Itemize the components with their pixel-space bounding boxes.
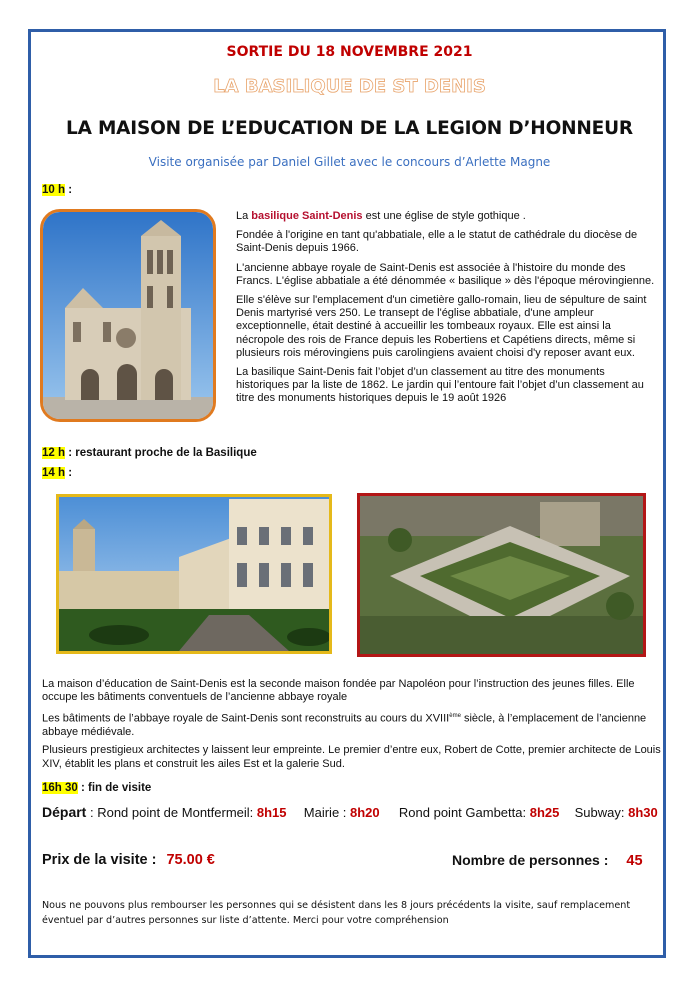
time-10h [42,184,72,196]
persons-label: Nombre de personnes : [452,852,609,868]
basilica-description [236,210,658,412]
departure-label: Départ [42,804,87,820]
departure-line [42,804,672,820]
intro-pre: La [236,210,252,222]
stop-3-name: Rond point Gambetta: [398,805,530,820]
intro-post: est une église de style gothique . [362,210,526,222]
maison-para-1: La maison d’éducation de Saint-Denis est la seconde maison fondée par Napoléon pour l’instruction des jeunes filles. Elle occupe les bâtiments conventuels de l’ancienne abbaye royale [42,678,635,704]
time-end [42,782,151,794]
century-superscript: ème [449,712,461,719]
lunch-text: : restaurant proche de la Basilique [65,447,257,459]
aerial-photo [357,493,646,657]
persons-value: 45 [626,853,643,869]
persons-block [452,852,643,869]
basilica-image [43,212,213,419]
basilica-intro [236,210,658,223]
time-10h-label: 10 h [42,184,66,196]
refund-notice: Nous ne pouvons plus rembourser les personnes qui se désistent dans les 8 jours précédents la visite, sauf remplacement éventuel par d’autres personnes sur liste d’attente. Merci pour votre compréhension [42,900,631,926]
stop-1-time: 8h15 [256,805,287,820]
stop-4-name: Subway: [574,805,629,820]
stop-4-time: 8h30 [628,805,658,820]
time-12h [42,447,257,459]
time-12h-label: 12 h [42,447,66,459]
stop-3-time: 8h25 [529,805,560,820]
time-10h-suffix: : [65,184,73,196]
end-text: : fin de visite [77,782,152,794]
courtyard-image [59,497,329,651]
price-block [42,852,215,868]
price-value: 75.00 € [166,852,215,868]
time-end-label: 16h 30 [42,782,78,794]
outing-date-title: SORTIE DU 18 NOVEMBRE 2021 [226,44,473,60]
time-14h-suffix: : [65,467,73,479]
maison-para-2 [42,710,664,739]
stop-1-name: : Rond point de Montfermeil: [86,805,257,820]
basilica-para-5: La basilique Saint-Denis fait l’objet d’un classement au titre des monuments historiques par la liste de 1862. Le jardin qui l’entoure fait l’objet d’un classement au titre des monuments historiques depuis le 19 août 1926 [236,366,644,405]
time-14h [42,467,72,479]
basilica-photo [40,209,216,422]
basilica-link-text: basilique Saint-Denis [251,210,363,222]
maison-description [42,678,664,776]
basilique-title: LA BASILIQUE DE ST DENIS [213,76,486,97]
price-label: Prix de la visite : [42,852,157,868]
basilica-para-4: Elle s'élève sur l'emplacement d'un cimetière gallo-romain, lieu de sépulture de saint Denis martyrisé vers 250. Le transept de l'église abbatiale, d'une ampleur exceptionnelle, était destiné à accueillir les tombeaux royaux. Elle est ainsi la nécropole des rois de France depuis les Robertiens et Capétiens directs, même si plusieurs rois mérovingiens puis carolingiens avaient choisi d'y reposer avant eux. [236,294,647,359]
basilica-para-2: Fondée à l'origine en tant qu'abbatiale, elle a le statut de cathédrale du diocèse de Saint-Denis depuis 1966. [236,229,638,255]
maison-para-2-pre: Les bâtiments de l’abbaye royale de Saint-Denis sont reconstruits au cours du XVIII [42,712,450,725]
time-14h-label: 14 h [42,467,66,479]
courtyard-photo [56,494,332,654]
stop-2-name: Mairie : [303,805,351,820]
aerial-image [360,496,643,654]
stop-2-time: 8h20 [350,805,380,820]
maison-para-3: Plusieurs prestigieux architectes y laissent leur empreinte. Le premier d’entre eux, Robert de Cotte, premier architecte de Louis XIV, établit les plans et construit les ailes Est et la galerie Sud. [42,744,661,770]
organizer-line: Visite organisée par Daniel Gillet avec le concours d’Arlette Magne [148,155,551,169]
maison-title: LA MAISON DE L’EDUCATION DE LA LEGION D’HONNEUR [66,118,633,139]
maison-para-2-post: siècle, à l’emplacement de l’ancienne abbaye médiévale. [42,712,647,738]
basilica-para-3: L'ancienne abbaye royale de Saint-Denis est associée à l'histoire du monde des Francs. L'église abbatiale a été dénommée « basilique » dès l'époque mérovingienne. [236,261,655,287]
